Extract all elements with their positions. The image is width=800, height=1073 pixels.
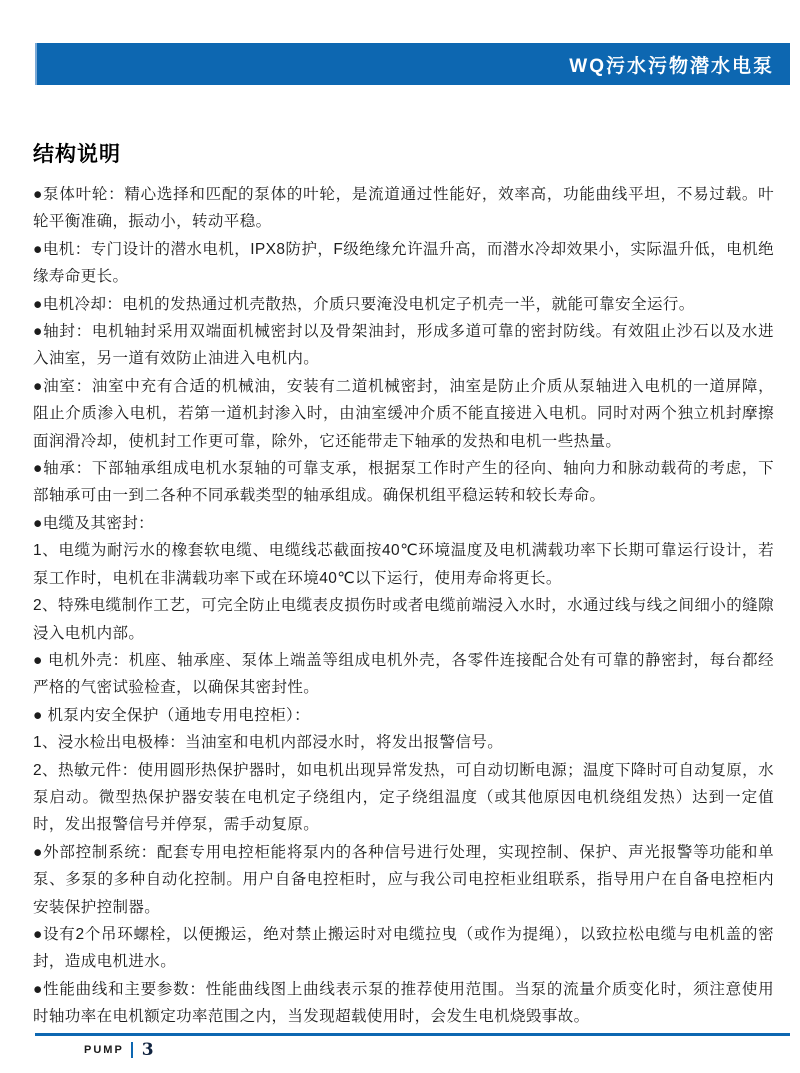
footer-brand: PUMP xyxy=(84,1044,124,1056)
paragraph: ●轴封：电机轴封采用双端面机械密封以及骨架油封，形成多道可靠的密封防线。有效阻止沙石以及水进入油室，另一道有效防止油进入电机内。 xyxy=(33,323,774,368)
footer-separator xyxy=(131,1042,133,1058)
paragraph: ● 电机外壳：机座、轴承座、泵体上端盖等组成电机外壳，各零件连接配合处有可靠的静密封，每台都经严格的气密试验检查，以确保其密封性。 xyxy=(33,651,774,697)
footer-meta xyxy=(84,1040,800,1060)
paragraph: ● 机泵内安全保护（通地专用电控柜）： xyxy=(33,706,311,724)
content-area xyxy=(33,138,774,1031)
section-title: 结构说明 xyxy=(33,143,121,166)
paragraph: ●轴承：下部轴承组成电机水泵轴的可靠支承，根据泵工作时产生的径向、轴向力和脉动载荷的考虑，下部轴承可由一到二各种不同承载类型的轴承组成。确保机组平稳运转和较长寿命。 xyxy=(33,460,774,505)
paragraph: ●外部控制系统：配套专用电控柜能将泵内的各种信号进行处理，实现控制、保护、声光报警等功能和单泵、多泵的多种自动化控制。用户自备电控柜时，应与我公司电控柜业组联系，指导用户在自备电控柜内安装保护控制器。 xyxy=(33,843,774,916)
body-paragraphs xyxy=(33,181,774,1031)
footer xyxy=(0,1033,800,1060)
header-band xyxy=(35,43,790,85)
paragraph: ●油室：油室中充有合适的机械油，安装有二道机械密封，油室是防止介质从泵轴进入电机的一道屏障，阻止介质渗入电机，若第一道机封渗入时，由油室缓冲介质不能直接进入电机。同时对两个独立机封摩擦面润滑冷却，使机封工作更可靠，除外，它还能带走下轴承的发热和电机一些热量。 xyxy=(33,377,774,450)
paragraph: 1、电缆为耐污水的橡套软电缆、电缆线芯截面按40℃环境温度及电机满载功率下长期可靠运行设计，若泵工作时，电机在非满载功率下或在环境40℃以下运行，使用寿命将更长。 xyxy=(33,542,774,587)
paragraph: ●电机冷却：电机的发热通过机壳散热，介质只要淹没电机定子机壳一半，就能可靠安全运行。 xyxy=(33,295,695,313)
paragraph: ●电缆及其密封： xyxy=(33,514,155,532)
header-title: WQ污水污物潜水电泵 xyxy=(569,55,774,77)
paragraph: ●电机：专门设计的潜水电机，IPX8防护，F级绝缘允许温升高，而潜水冷却效果小，实际温升低，电机绝缘寿命更长。 xyxy=(33,240,774,286)
paragraph: ●性能曲线和主要参数：性能曲线图上曲线表示泵的推荐使用范围。当泵的流量介质变化时，须注意使用时轴功率在电机额定功率范围之内，当发现超载使用时，会发生电机烧毁事故。 xyxy=(33,980,774,1026)
paragraph: 2、热敏元件：使用圆形热保护器时，如电机出现异常发热，可自动切断电源；温度下降时可自动复原，水泵启动。微型热保护器安装在电机定子绕组内，定子绕组温度（或其他原因电机绕组发热）达到一定值时，发出报警信号并停泵，需手动复原。 xyxy=(33,761,774,834)
page-number: 3 xyxy=(141,1040,154,1060)
paragraph: 1、浸水检出电极棒：当油室和电机内部浸水时，将发出报警信号。 xyxy=(33,734,504,752)
paragraph: ●泵体叶轮：精心选择和匹配的泵体的叶轮，是流道通过性能好，效率高，功能曲线平坦，不易过载。叶轮平衡准确，振动小，转动平稳。 xyxy=(33,186,774,231)
paragraph: ●设有2个吊环螺栓，以便搬运，绝对禁止搬运时对电缆拉曳（或作为提绳），以致拉松电缆与电机盖的密封，造成电机进水。 xyxy=(33,925,774,971)
paragraph: 2、特殊电缆制作工艺，可完全防止电缆表皮损伤时或者电缆前端浸入水时，水通过线与线之间细小的缝隙浸入电机内部。 xyxy=(33,597,774,642)
footer-rule xyxy=(35,1033,790,1036)
